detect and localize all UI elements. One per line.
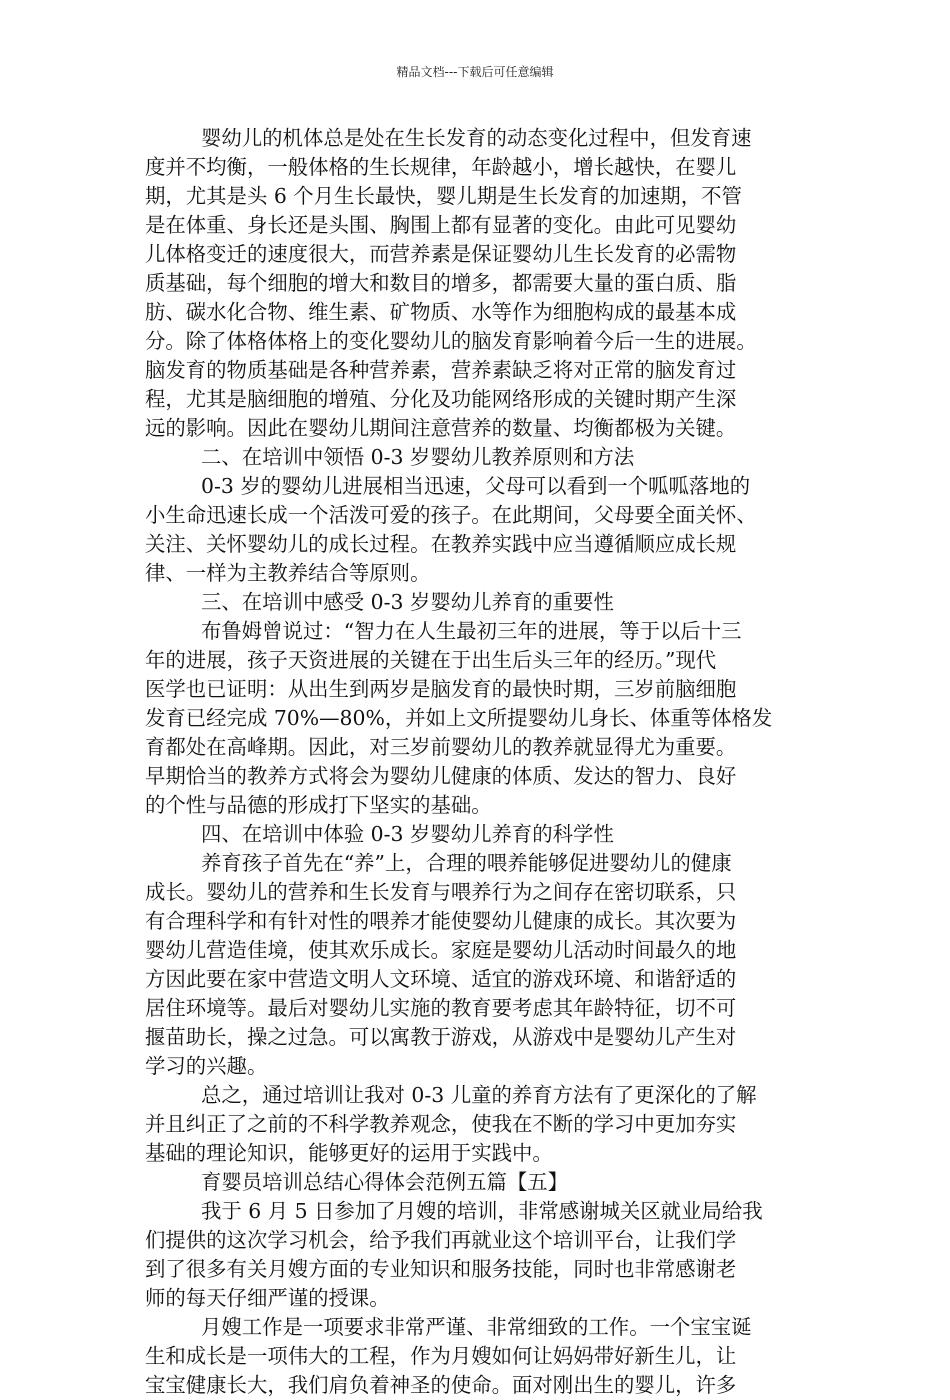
text-line: 脑发育的物质基础是各种营养素，营养素缺乏将对正常的脑发育过 <box>145 358 737 382</box>
text-line: 成长。婴幼儿的营养和生长发育与喂养行为之间存在密切联系，只 <box>145 880 737 904</box>
text-line: 律、一样为主教养结合等原则。 <box>145 561 431 585</box>
text-line: 布鲁姆曾说过：“智力在人生最初三年的进展，等于以后十三 <box>201 619 742 643</box>
text-line: 二、在培训中领悟 0-3 岁婴幼儿教养原则和方法 <box>201 445 635 469</box>
text-line: 远的影响。因此在婴幼儿期间注意营养的数量、均衡都极为关键。 <box>145 416 737 440</box>
text-line: 是在体重、身长还是头围、胸围上都有显著的变化。由此可见婴幼 <box>145 213 737 237</box>
text-line: 婴幼儿的机体总是处在生长发育的动态变化过程中，但发育速 <box>201 126 752 150</box>
text-line: 基础的理论知识，能够更好的运用于实践中。 <box>145 1141 553 1165</box>
text-line: 早期恰当的教养方式将会为婴幼儿健康的体质、发达的智力、良好 <box>145 764 737 788</box>
text-line: 宝宝健康长大，我们肩负着神圣的使命。面对刚出生的婴儿，许多 <box>145 1373 737 1397</box>
text-line: 居住环境等。最后对婴幼儿实施的教育要考虑其年龄特征，切不可 <box>145 996 737 1020</box>
text-line: 的个性与品德的形成打下坚实的基础。 <box>145 793 492 817</box>
text-line: 师的每天仔细严谨的授课。 <box>145 1286 390 1310</box>
text-line: 肪、碳水化合物、维生素、矿物质、水等作为细胞构成的最基本成 <box>145 300 737 324</box>
page-header: 精品文档---下载后可任意编辑 <box>396 65 554 79</box>
text-line: 小生命迅速长成一个活泼可爱的孩子。在此期间，父母要全面关怀、 <box>145 503 757 527</box>
text-line: 揠苗助长，操之过急。可以寓教于游戏，从游戏中是婴幼儿产生对 <box>145 1025 737 1049</box>
text-line: 总之，通过培训让我对 0-3 儿童的养育方法有了更深化的了解 <box>201 1083 757 1107</box>
text-line: 我于 6 月 5 日参加了月嫂的培训，非常感谢城关区就业局给我 <box>201 1199 763 1223</box>
text-line: 分。除了体格体格上的变化婴幼儿的脑发育影响着今后一生的进展。 <box>145 329 757 353</box>
text-line: 医学也已证明：从出生到两岁是脑发育的最快时期，三岁前脑细胞 <box>145 677 737 701</box>
text-line: 方因此要在家中营造文明人文环境、适宜的游戏环境、和谐舒适的 <box>145 967 737 991</box>
document-body <box>145 124 825 1400</box>
text-line: 到了很多有关月嫂方面的专业知识和服务技能，同时也非常感谢老 <box>145 1257 737 1281</box>
text-line: 0-3 岁的婴幼儿进展相当迅速，父母可以看到一个呱呱落地的 <box>201 474 751 498</box>
text-line: 并且纠正了之前的不科学教养观念，使我在不断的学习中更加夯实 <box>145 1112 737 1136</box>
text-line: 儿体格变迁的速度很大，而营养素是保证婴幼儿生长发育的必需物 <box>145 242 737 266</box>
text-line: 生和成长是一项伟大的工程，作为月嫂如何让妈妈带好新生儿，让 <box>145 1344 737 1368</box>
text-line: 学习的兴趣。 <box>145 1054 268 1078</box>
text-line: 养育孩子首先在“养”上，合理的喂养能够促进婴幼儿的健康 <box>201 851 732 875</box>
text-line: 有合理科学和有针对性的喂养才能使婴幼儿健康的成长。其次要为 <box>145 909 737 933</box>
text-line: 们提供的这次学习机会，给予我们再就业这个培训平台，让我们学 <box>145 1228 737 1252</box>
text-line: 婴幼儿营造佳境，使其欢乐成长。家庭是婴幼儿活动时间最久的地 <box>145 938 737 962</box>
text-line: 关注、关怀婴幼儿的成长过程。在教养实践中应当遵循顺应成长规 <box>145 532 737 556</box>
text-line: 育都处在高峰期。因此，对三岁前婴幼儿的教养就显得尤为重要。 <box>145 735 737 759</box>
text-line: 四、在培训中体验 0-3 岁婴幼儿养育的科学性 <box>201 822 614 846</box>
text-line: 育婴员培训总结心得体会范例五篇【五】 <box>201 1170 569 1194</box>
text-line: 质基础，每个细胞的增大和数目的增多，都需要大量的蛋白质、脂 <box>145 271 737 295</box>
text-line: 月嫂工作是一项要求非常严谨、非常细致的工作。一个宝宝诞 <box>201 1315 752 1339</box>
text-line: 度并不均衡，一般体格的生长规律，年龄越小，增长越快，在婴儿 <box>145 155 737 179</box>
text-line: 程，尤其是脑细胞的增殖、分化及功能网络形成的关键时期产生深 <box>145 387 737 411</box>
text-line: 三、在培训中感受 0-3 岁婴幼儿养育的重要性 <box>201 590 614 614</box>
text-line: 发育已经完成 70%—80%，并如上文所提婴幼儿身长、体重等体格发 <box>145 706 773 730</box>
text-line: 期，尤其是头 6 个月生长最快，婴儿期是生长发育的加速期，不管 <box>145 184 742 208</box>
text-line: 年的进展，孩子天资进展的关键在于出生后头三年的经历。”现代 <box>145 648 717 672</box>
